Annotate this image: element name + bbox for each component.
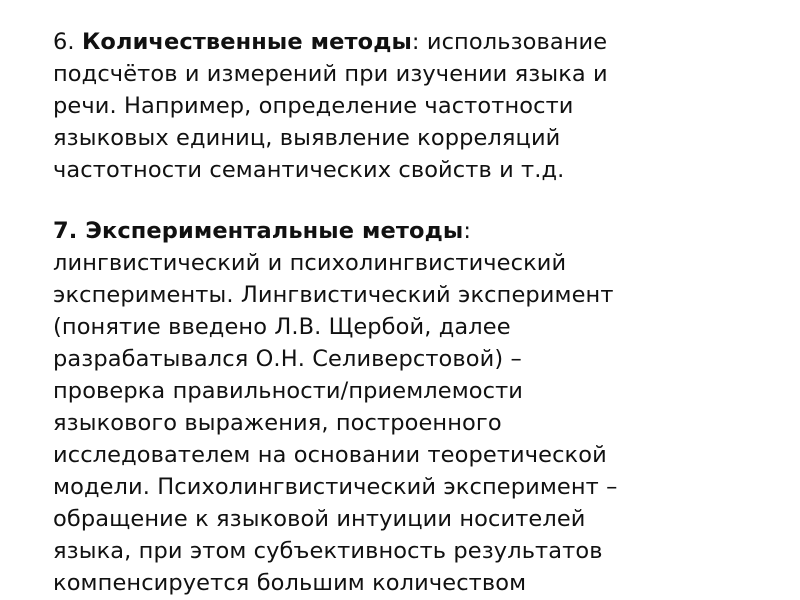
text-line: лингвистический и психолингвистический (53, 250, 567, 276)
term-continuation: : использование (411, 29, 608, 55)
text-line (53, 26, 773, 58)
item-number: 6 (53, 29, 68, 55)
paragraph-experimental-methods (53, 215, 773, 599)
text-line: эксперименты. Лингвистический эксперимент (53, 282, 614, 308)
text-line: языка, при этом субъективность результатов (53, 538, 603, 564)
text-line: (понятие введено Л.В. Щербой, далее (53, 314, 511, 340)
separator: . (67, 29, 82, 55)
text-line (53, 215, 773, 247)
term-continuation: : (463, 218, 472, 244)
text-line: подсчётов и измерений при изучении языка и (53, 61, 608, 87)
text-line: речи. Например, определение частотности (53, 93, 574, 119)
term-heading: 7. Экспериментальные методы (53, 218, 464, 244)
text-line: частотности семантических свойств и т.д. (53, 157, 565, 183)
text-line: модели. Психолингвистический эксперимент – (53, 474, 618, 500)
text-line: языковых единиц, выявление корреляций (53, 125, 561, 151)
paragraph-quantitative-methods (53, 26, 773, 186)
text-line: исследователем на основании теоретической (53, 442, 607, 468)
text-line: языкового выражения, построенного (53, 410, 502, 436)
text-line: обращение к языковой интуиции носителей (53, 506, 586, 532)
text-line: компенсируется большим количеством (53, 570, 527, 596)
text-line: разрабатывался О.Н. Селиверстовой) – (53, 346, 522, 372)
text-line: проверка правильности/приемлемости (53, 378, 524, 404)
term-heading: Количественные методы (81, 29, 412, 55)
